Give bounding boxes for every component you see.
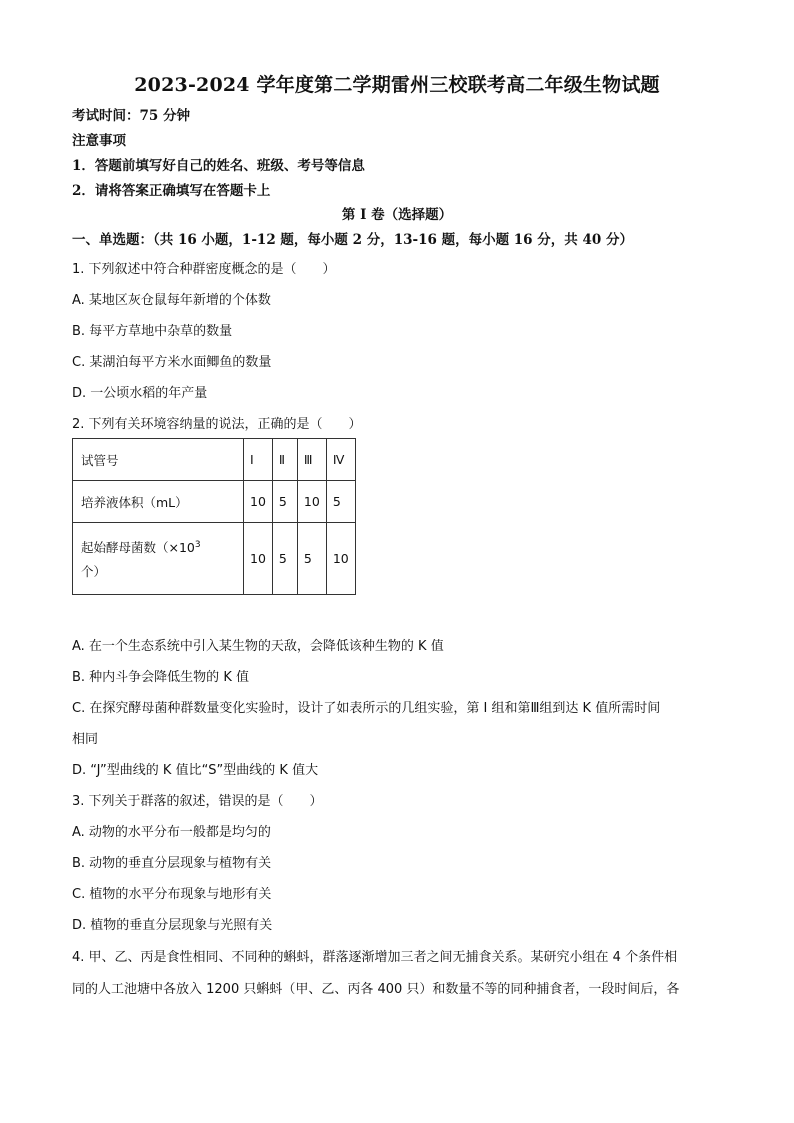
q3-option-b: B. 动物的垂直分层现象与植物有关: [72, 856, 272, 871]
note-2: 2．请将答案正确填写在答题卡上: [72, 183, 271, 199]
table-header-cell: Ⅱ: [272, 439, 297, 481]
table-row: [73, 481, 356, 523]
q1-option-d: D. 一公顷水稻的年产量: [72, 386, 208, 401]
table-cell: 10: [244, 481, 273, 523]
table-row: [73, 439, 356, 481]
table-header-cell: Ⅲ: [297, 439, 326, 481]
note-1: 1．答题前填写好自己的姓名、班级、考号等信息: [72, 158, 365, 174]
q2-option-c-line1: C. 在探究酵母菌种群数量变化实验时，设计了如表所示的几组实验，第 I 组和第Ⅲ组到达 K 值所需时间: [72, 701, 661, 716]
q2-stem: 2. 下列有关环境容纳量的说法，正确的是（ ）: [72, 417, 362, 432]
q2-option-b: B. 种内斗争会降低生物的 K 值: [72, 670, 249, 685]
q4-line2: 同的人工池塘中各放入 1200 只蝌蚪（甲、乙、丙各 400 只）和数量不等的同种捕食者，一段时间后，各: [72, 982, 680, 997]
q1-stem: 1. 下列叙述中符合种群密度概念的是（ ）: [72, 262, 336, 277]
table-header-cell: 试管号: [73, 439, 244, 481]
q3-option-c: C. 植物的水平分布现象与地形有关: [72, 887, 272, 902]
q1-option-a: A. 某地区灰仓鼠每年新增的个体数: [72, 293, 271, 308]
row-label-part2: 个）: [81, 564, 107, 580]
table-row: [73, 523, 356, 595]
row-label-part1: 起始酵母菌数（×10: [81, 540, 195, 556]
q2-table: [72, 438, 356, 595]
exam-title: 2023-2024 学年度第二学期雷州三校联考高二年级生物试题: [134, 74, 660, 96]
notes-title: 注意事项: [72, 133, 126, 149]
table-cell: 10: [244, 523, 273, 595]
volume-heading: 第 I 卷（选择题）: [341, 207, 453, 223]
table-header-cell: Ⅳ: [326, 439, 355, 481]
q3-option-a: A. 动物的水平分布一般都是均匀的: [72, 825, 271, 840]
table-cell: 5: [272, 481, 297, 523]
q2-option-a: A. 在一个生态系统中引入某生物的天敌，会降低该种生物的 K 值: [72, 639, 444, 654]
table-cell: 5: [326, 481, 355, 523]
q1-option-b: B. 每平方草地中杂草的数量: [72, 324, 233, 339]
table-cell: 5: [297, 523, 326, 595]
table-cell: 5: [272, 523, 297, 595]
row-label-superscript: 3: [194, 539, 201, 550]
q1-option-c: C. 某湖泊每平方米水面鲫鱼的数量: [72, 355, 272, 370]
exam-time: 考试时间：75 分钟: [72, 108, 190, 124]
q2-option-c-line2: 相同: [72, 732, 99, 747]
q3-option-d: D. 植物的垂直分层现象与光照有关: [72, 918, 273, 933]
table-cell: [73, 523, 244, 595]
q4-line1: 4. 甲、乙、丙是食性相同、不同种的蝌蚪，群落逐渐增加三者之间无捕食关系。某研究小组在 4 个条件相: [72, 950, 678, 965]
table-header-cell: I: [244, 439, 273, 481]
table-cell: 10: [297, 481, 326, 523]
section-heading: 一、单选题：（共 16 小题，1-12 题，每小题 2 分，13-16 题，每小题 16 分，共 40 分）: [72, 232, 633, 248]
q2-option-d: D. “J”型曲线的 K 值比“S”型曲线的 K 值大: [72, 763, 319, 778]
q3-stem: 3. 下列关于群落的叙述，错误的是（ ）: [72, 794, 323, 809]
table-cell: 培养液体积（mL）: [73, 481, 244, 523]
table-cell: 10: [326, 523, 355, 595]
